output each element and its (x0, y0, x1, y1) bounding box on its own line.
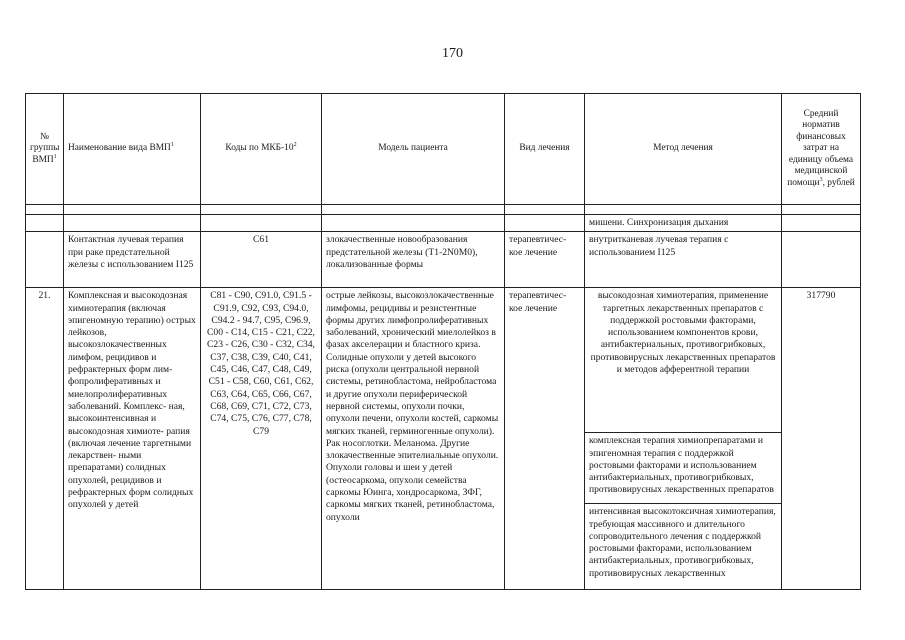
page-number: 170 (442, 46, 463, 61)
row21-type: терапевтичес- кое лечение (505, 288, 585, 590)
header-treatment-method: Метод лечения (585, 94, 782, 205)
table-row (26, 288, 861, 433)
row21-method-1: высокодозная химиотерапия, применение таргетных лекарственных препаратов с поддержкой ростовыми факторами, использованием компонентов крови, антибактериальных, противогрибковых, противовирусных лекарственных препаратов и методов афферентной терапии (585, 288, 782, 433)
row21-name: Комплексная и высокодозная химиотерапия (включая эпигеномную терапию) острых лейкозов, высокозлокачественных лимфом, рецидивов и рефрактерных форм лим- фопролиферативных и миелопролиферативных заболеваний. Комплекс- ная, высокоинтенсивная и высокодозная химиоте- рапия (включая лечение таргетными лекарствен- ными препаратами) солидных опухолей, рецидивов и рефрактерных форм солидных опухолей у детей (64, 288, 201, 590)
prostate-codes: C61 (201, 232, 322, 288)
row21-method-3: интенсивная высокотоксичная химиотерапия, требующая массивного и длительного сопроводительного лечения с поддержкой ростовыми факторами, использованием антибактериальных, противогрибковых, противовирусных лекарственных (585, 504, 782, 590)
spacer-row (26, 205, 861, 215)
row21-model: острые лейкозы, высокозлокачественные лимфомы, рецидивы и резистентные формы других лимфопролиферативных заболеваний, хронический миелолейкоз в фазах акселерации и бластного криза. Солидные опухоли у детей высокого риска (опухоли центральной нервной системы, ретинобластома, нейробластома и другие опухоли периферической нервной системы, опухоли почки, опухоли печени, опухоли костей, саркомы мягких тканей, герминогенные опухоли). Рак носоглотки. Меланома. Другие злокачественные эпителиальные опухоли. Опухоли головы и шеи у детей (остеосаркома, опухоли семейства саркомы Юинга, хондросаркома, ЗФГ, саркомы мягких тканей, ретинобластома, опухоли (322, 288, 505, 590)
row21-cost: 317790 (782, 288, 861, 590)
vmp-table (25, 93, 861, 590)
header-vmp-name: Наименование вида ВМП$^1$ (64, 94, 201, 205)
header-treatment-type: Вид лечения (505, 94, 585, 205)
row21-number: 21. (26, 288, 64, 590)
row21-codes: C81 - C90, C91.0, C91.5 - C91.9, C92, C93, C94.0, C94.2 - 94.7, C95, C96.9, C00 - C14, C15 - C21, C22, C23 - C26, C30 - C32, C34, C37, C38, C39, C40, C41, C45, C46, C47, C48, C49, C51 - C58, C60, C61, C62, C63, C64, C65, C66, C67, C68, C69, C71, C72, C73, C74, C75, C76, C77, C78, C79 (201, 288, 322, 590)
header-avg-cost: Средний норматив финансовых затрат на единицу объема медицинской помощи$^3$, рублей (782, 94, 861, 205)
continuation-method: мишени. Синхронизация дыхания (585, 215, 782, 232)
header-group-no: № группы ВМП$^1$ (26, 94, 64, 205)
header-icd-codes: Коды по МКБ-$10^2$ (201, 94, 322, 205)
prostate-method: внутритканевая лучевая терапия с использованием I125 (585, 232, 782, 288)
prostate-name: Контактная лучевая терапия при раке предстательной железы с использованием I125 (64, 232, 201, 288)
table-row (26, 232, 861, 288)
continuation-row (26, 215, 861, 232)
prostate-model: злокачественные новообразования предстательной железы (T1-2N0M0), локализованные формы (322, 232, 505, 288)
row21-method-2: комплексная терапия химиопрепаратами и эпигеномная терапия с поддержкой ростовыми факторами и использованием антибактериальных, противогрибковых, противовирусных лекарственных препаратов (585, 433, 782, 504)
header-patient-model: Модель пациента (322, 94, 505, 205)
prostate-type: терапевтичес- кое лечение (505, 232, 585, 288)
